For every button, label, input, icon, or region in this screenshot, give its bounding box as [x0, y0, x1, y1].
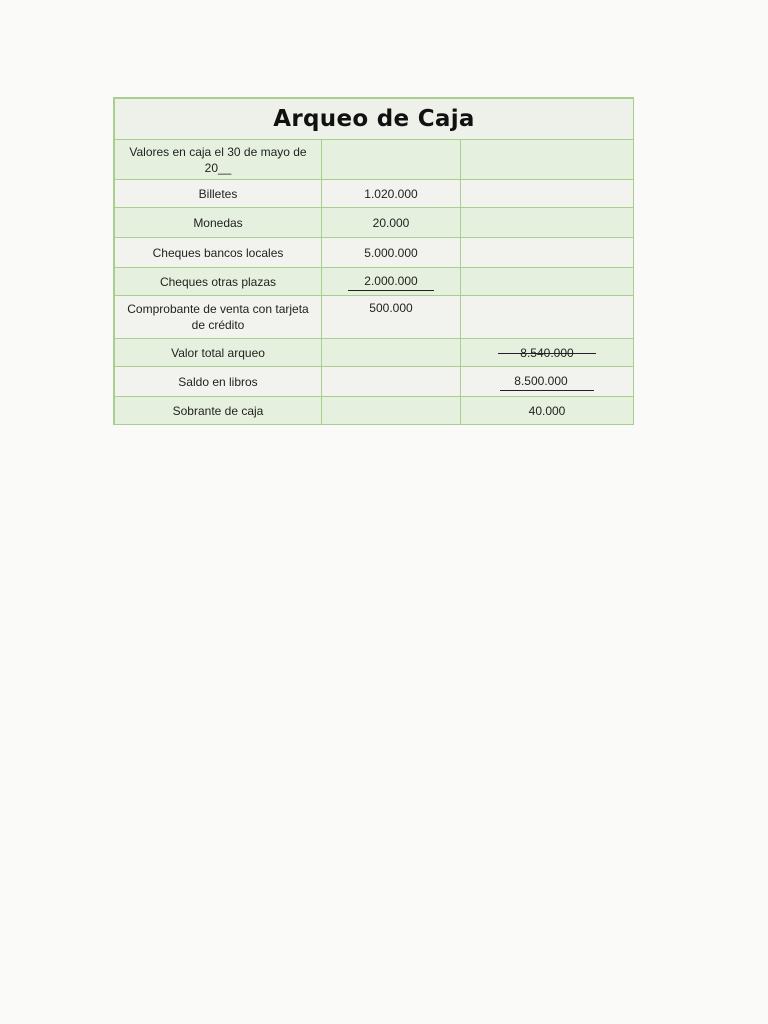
row-total: [461, 180, 634, 208]
table-row-comprobante: [115, 296, 634, 339]
row-value: [322, 140, 461, 180]
row-value: 1.020.000: [322, 180, 461, 208]
arqueo-table-container: [113, 97, 634, 425]
row-value: 20.000: [322, 208, 461, 238]
underlined-value: 2.000.000: [348, 273, 433, 291]
row-label: Valor total arqueo: [115, 339, 322, 367]
table-row-header: [115, 140, 634, 180]
row-label: Valores en caja el 30 de mayo de 20__: [115, 140, 322, 180]
row-total: [461, 268, 634, 296]
row-total: [461, 208, 634, 238]
table-row-billetes: [115, 180, 634, 208]
struck-total: 8.540.000: [498, 345, 595, 361]
row-value: 5.000.000: [322, 238, 461, 268]
row-total: [461, 296, 634, 339]
arqueo-table: [114, 98, 634, 425]
row-value: 500.000: [322, 296, 461, 339]
row-total: [461, 140, 634, 180]
table-row-saldo-libros: [115, 367, 634, 397]
row-value: [322, 367, 461, 397]
table-row-monedas: [115, 208, 634, 238]
row-label: Cheques otras plazas: [115, 268, 322, 296]
table-title: Arqueo de Caja: [115, 99, 634, 140]
row-value: [322, 397, 461, 425]
row-total: [461, 367, 634, 397]
row-label: Billetes: [115, 180, 322, 208]
row-label: Saldo en libros: [115, 367, 322, 397]
row-label: Sobrante de caja: [115, 397, 322, 425]
row-label: Monedas: [115, 208, 322, 238]
row-total: [461, 238, 634, 268]
table-row-cheques-otras-plazas: [115, 268, 634, 296]
row-label: Cheques bancos locales: [115, 238, 322, 268]
row-total: 40.000: [461, 397, 634, 425]
row-label: Comprobante de venta con tarjeta de crédito: [115, 296, 322, 339]
table-row-cheques-locales: [115, 238, 634, 268]
row-value: [322, 339, 461, 367]
row-value: [322, 268, 461, 296]
table-row-valor-total: [115, 339, 634, 367]
row-total: [461, 339, 634, 367]
underlined-total: 8.500.000: [500, 373, 593, 391]
table-row-sobrante: [115, 397, 634, 425]
